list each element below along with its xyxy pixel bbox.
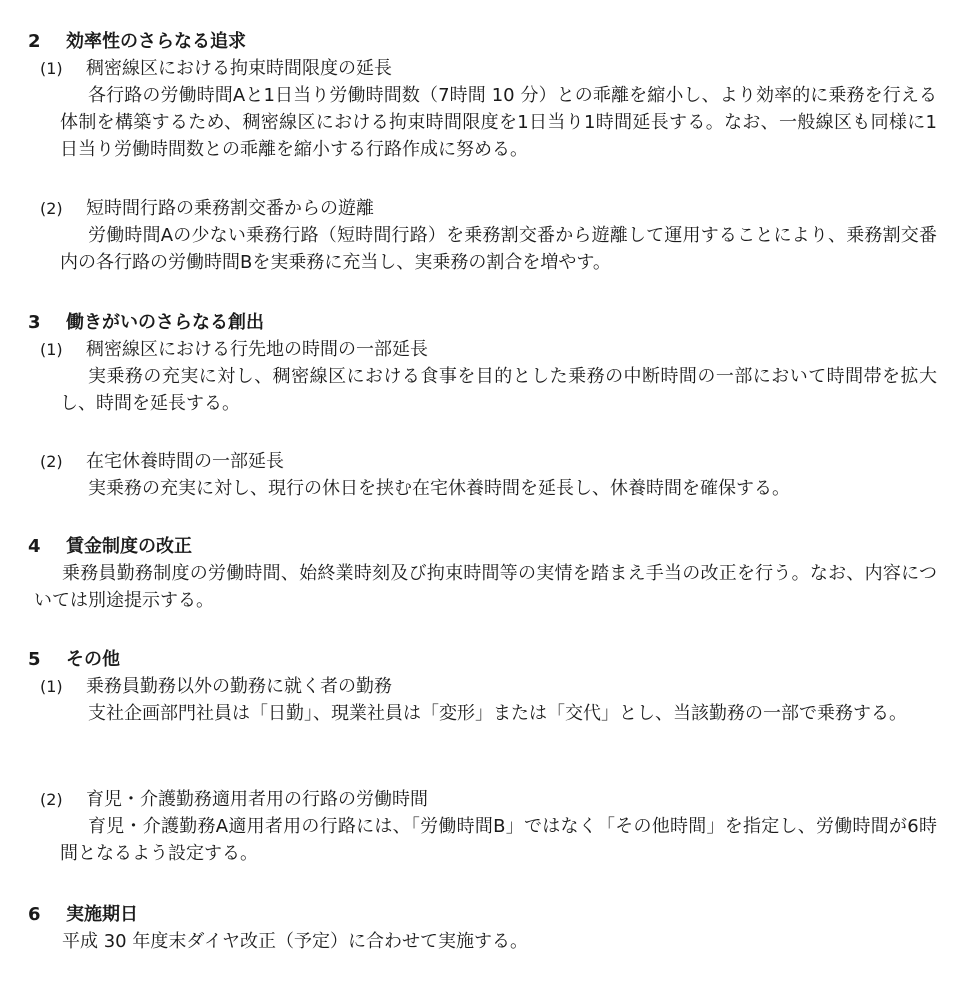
subsection-title: 乗務員勤務以外の勤務に就く者の勤務 [86,676,392,697]
section-4 [0,533,965,614]
subsection-heading [0,448,965,475]
subsection-heading [0,336,965,363]
section-heading [0,309,965,336]
subsection-title: 育児・介護勤務適用者用の行路の労働時間 [86,789,428,810]
subsection-heading [0,786,965,813]
section-title: 賃金制度の改正 [66,536,192,557]
section-2 [0,28,965,163]
subsection-number: (2) [40,199,63,218]
subsection-title: 稠密線区における行先地の時間の一部延長 [86,339,428,360]
section-5 [0,646,965,727]
section-number: 3 [28,312,41,333]
subsection-number: (1) [40,677,63,696]
section-body: 平成 30 年度末ダイヤ改正（予定）に合わせて実施する。 [62,931,528,952]
subsection-body: 支社企画部門社員は「日勤」、現業社員は「変形」または「交代」とし、当該勤務の一部で乗務する。 [88,703,907,724]
section-number: 2 [28,31,41,52]
subsection-title: 在宅休養時間の一部延長 [86,451,284,472]
subsection-number: (2) [40,790,63,809]
section-number: 6 [28,904,41,925]
subsection-body: 労働時間Aの少ない乗務行路（短時間行路）を乗務割交番から遊離して運用することにより、乗務割交番内の各行路の労働時間Bを実乗務に充当し、実乗務の割合を増やす。 [60,225,937,273]
section-title: 効率性のさらなる追求 [66,31,246,52]
subsection-body: 実乗務の充実に対し、現行の休日を挟む在宅休養時間を延長し、休養時間を確保する。 [88,478,790,499]
section-3 [0,309,965,417]
subsection-number: (2) [40,452,63,471]
section-body: 乗務員勤務制度の労働時間、始終業時刻及び拘束時間等の実情を踏まえ手当の改正を行う。なお、内容については別途提示する。 [34,563,937,611]
subsection-title: 稠密線区における拘束時間限度の延長 [86,58,392,79]
section-3-item-2 [0,448,965,502]
section-number: 4 [28,536,41,557]
section-title: その他 [66,649,120,670]
section-number: 5 [28,649,41,670]
subsection-body: 各行路の労働時間Aと1日当り労働時間数（7時間 10 分）との乖離を縮小し、より効率的に乗務を行える体制を構築するため、稠密線区における拘束時間限度を1日当り1時間延長する。なお、一般線区も同様に1日当り労働時間数との乖離を縮小する行路作成に努める。 [60,85,937,160]
subsection-body: 育児・介護勤務A適用者用の行路には、「労働時間B」ではなく「その他時間」を指定し、労働時間が6時間となるよう設定する。 [60,816,937,864]
section-6 [0,901,965,955]
section-title: 働きがいのさらなる創出 [66,312,264,333]
subsection-number: (1) [40,59,63,78]
subsection-heading [0,195,965,222]
section-heading [0,646,965,673]
section-5-item-2 [0,786,965,867]
subsection-heading [0,55,965,82]
section-heading [0,901,965,928]
subsection-title: 短時間行路の乗務割交番からの遊離 [86,198,374,219]
section-heading [0,533,965,560]
subsection-number: (1) [40,340,63,359]
subsection-body: 実乗務の充実に対し、稠密線区における食事を目的とした乗務の中断時間の一部において時間帯を拡大し、時間を延長する。 [60,366,937,414]
subsection-heading [0,673,965,700]
section-2-item-2 [0,195,965,276]
section-title: 実施期日 [66,904,138,925]
section-heading [0,28,965,55]
